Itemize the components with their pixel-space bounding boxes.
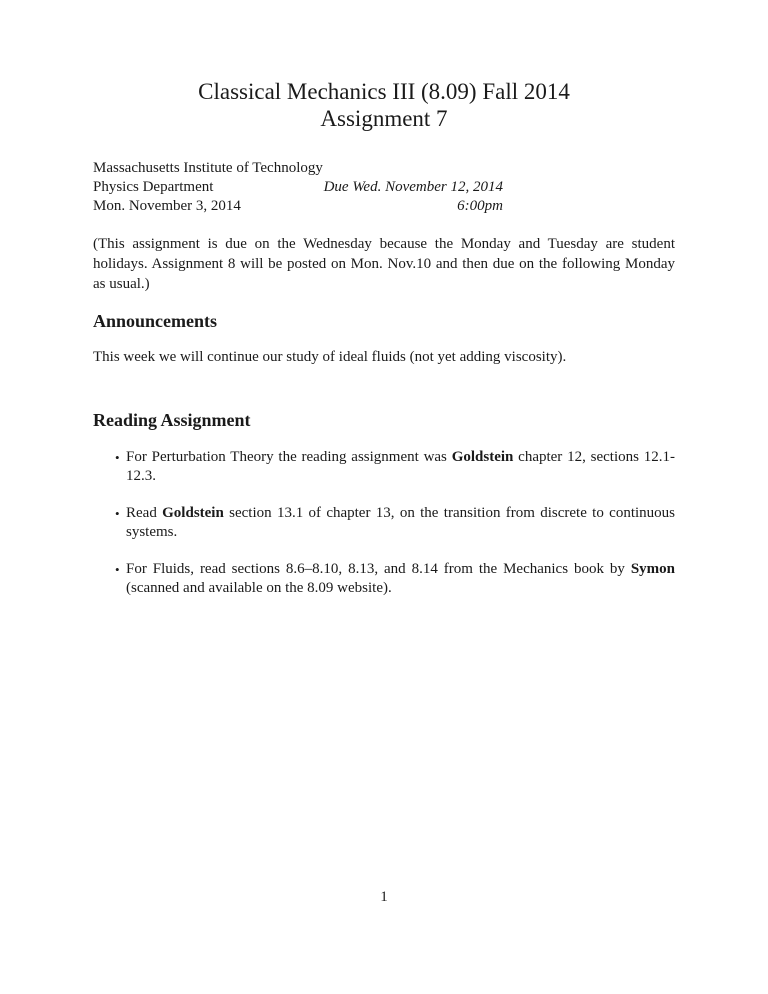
item-text: chapter 12, sections 12.1-12.3. [126,449,675,484]
reading-heading: Reading Assignment [93,410,251,430]
announcements-text: This week we will continue our study of ideal fluids (not yet adding viscosity). [93,349,567,365]
author-name: Goldstein [162,505,224,521]
due-time: 6:00pm [457,198,503,214]
bullet-icon: • [115,450,120,465]
issue-date: Mon. November 3, 2014 [93,198,241,214]
page-number: 1 [380,889,388,905]
item-text: (scanned and available on the 8.09 website). [126,580,392,596]
course-title: Classical Mechanics III (8.09) Fall 2014 [198,79,570,104]
item-text: section 13.1 of chapter 13, on the transition from discrete to continuous systems. [126,505,675,540]
item-text: Read [126,505,163,521]
list-item [93,560,675,598]
author-name: Symon [630,561,675,577]
list-item [93,448,675,486]
due-date: Due Wed. November 12, 2014 [323,179,503,195]
bullet-icon: • [115,506,120,521]
institution: Massachusetts Institute of Technology [93,160,323,176]
intro-paragraph: (This assignment is due on the Wednesday because the Monday and Tuesday are student holidays. Assignment 8 will be posted on Mon. Nov.10 and then due on the following Monday as usual.) [93,236,675,292]
document-title [0,78,768,132]
reading-list [93,448,675,616]
author-name: Goldstein [451,449,514,465]
issuer-info [93,159,323,216]
assignment-title: Assignment 7 [320,106,448,131]
announcements-heading: Announcements [93,311,218,331]
bullet-icon: • [115,562,120,577]
department: Physics Department [93,179,214,195]
list-item [93,504,675,542]
item-text: For Fluids, read sections 8.6–8.10, 8.13, and 8.14 from the Mechanics book by [126,561,631,577]
item-text: For Perturbation Theory the reading assignment was [126,449,452,465]
due-info [324,178,503,216]
